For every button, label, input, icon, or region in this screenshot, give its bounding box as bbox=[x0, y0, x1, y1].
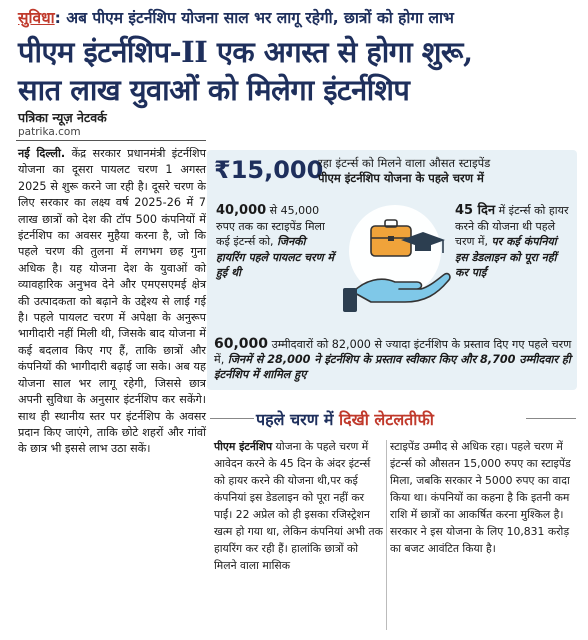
headline-line2: सात लाख युवाओं को मिलेगा इंटर्नशिप bbox=[18, 73, 410, 107]
byline-divider bbox=[16, 140, 206, 141]
section-heading-part1: पहले चरण में bbox=[256, 410, 339, 429]
stat-bottom-emphasis: जिनमें से 28,000 ने इंटर्नशिप के प्रस्ताव स्वीकार किए और 8,700 उम्मीदवार ही इंटर्नशिप में शामिल हुए bbox=[214, 353, 571, 381]
stat-right-number: 45 दिन bbox=[455, 203, 496, 218]
stat-top-line1: रहा इंटर्न्स को मिलने वाला औसत स्टाइपेंड bbox=[318, 156, 491, 170]
section-column-1-text: योजना के पहले चरण में आवेदन करने के 45 दिन के अंदर इंटर्न्स को हायर करने की योजना थी,पर कई कंपनियां इस डेडलाइन को पूरा नहीं कर पाईं। 22 अप्रेल को ही इसका रजिस्ट्रेशन खत्म हो गया था, लेकिन कंपनियां अभी तक हायरिंग कर रही हैं। हालांकि छात्रों को मिलने वाला मासिक bbox=[214, 440, 383, 572]
byline: पत्रिका न्यूज़ नेटवर्क bbox=[18, 110, 107, 125]
stat-bottom-text: उम्मीदवारों को 82,000 से ज्यादा इंटर्नशिप के प्रस्ताव दिए गए पहले चरण में, bbox=[214, 338, 572, 366]
section-divider-right bbox=[526, 418, 576, 419]
kicker-label: सुविधा bbox=[18, 9, 55, 27]
headline-line1: पीएम इंटर्नशिप-II एक अगस्त से होगा शुरू, bbox=[18, 35, 473, 69]
site-link[interactable]: patrika.com bbox=[18, 126, 81, 138]
left-column-paragraph: केंद्र सरकार प्रधानमंत्री इंटर्नशिप योजना का दूसरा पायलट चरण 1 अगस्त 2025 से शुरू करने जा रही है। दूसरे चरण के लिए सरकार का लक्ष्य वर्ष 2025-26 में 7 लाख छात्रों को देश की टॉप 500 कंपनियों में इंटर्नशिप का अवसर मुहैया करना है, जो कि पहले चरण की तुलना में लगभग छह गुना अधिक है। यह योजना देश के युवाओं को व्यावहारिक अनुभव देने और एमएसएमई क्षेत्र की उत्पादकता को बढ़ाने के उद्देश्य से लाई गई है। पहले पायलट चरण में अपेक्षा के अनुरूप भागीदारी नहीं मिली थी, जिसके बाद योजना में कई बदलाव किए गए हैं, ताकि छात्रों और कंपनियों की भागीदारी बढ़ाई जा सके। अब यह योजना साल भर लागू रहेगी, जिससे छात्र अपनी सुविधा के अनुसार इंटर्नशिप कर सकेंगे। साथ ही स्थानीय स्तर पर इंटर्नशिप के अवसर प्रदान किए जाएंगे, ताकि छोटे शहरों और गांवों के छात्र भी इससे लाभ उठा सकें। bbox=[18, 147, 206, 456]
stat-bottom bbox=[214, 337, 574, 382]
stat-top-line2: पीएम इंटर्नशिप योजना के पहले चरण में bbox=[318, 171, 484, 185]
stipend-amount: ₹15,000 bbox=[214, 156, 324, 184]
kicker bbox=[18, 6, 578, 28]
stat-left-emphasis: जिनकी हायरिंग पहले पायलट चरण में हुई थी bbox=[216, 235, 334, 279]
section-column-2-text: स्टाइपेंड उम्मीद से अधिक रहा। पहले चरण में इंटर्न्स को औसतन 15,000 रुपए का स्टाइपेंड मिला, जबकि सरकार ने 5000 रुपए का वादा किया था। कंपनियों का कहना है कि इतनी कम राशि में छात्रों का आकर्षित करना मुश्किल है। सरकार ने इस योजना के लिए 10,831 करोड़ का बजट आवंटित किया है। bbox=[390, 440, 571, 555]
column-separator bbox=[386, 440, 387, 630]
stat-bottom-number: 60,000 bbox=[214, 336, 269, 352]
section-heading-part2: दिखी लेटलतीफी bbox=[338, 410, 434, 429]
section-divider-left bbox=[210, 418, 254, 419]
section-heading bbox=[256, 408, 434, 430]
section-column-1-lead: पीएम इंटर्नशिप bbox=[214, 440, 273, 453]
section-column-2 bbox=[390, 438, 576, 557]
left-column-article bbox=[18, 146, 206, 458]
stat-right-text: में इंटर्न्स को हायर करने की योजना थी पहले चरण में, bbox=[455, 204, 569, 248]
hand-holding-briefcase-graduation-cap-icon bbox=[335, 196, 455, 326]
section-column-1 bbox=[214, 438, 384, 574]
stat-right-emphasis: पर कई कंपनियां इस डेडलाइन को पूरा नहीं कर पाईं bbox=[455, 235, 557, 279]
stat-left-number: 40,000 bbox=[216, 203, 267, 218]
stat-left bbox=[216, 203, 336, 281]
dateline: नई दिल्ली. bbox=[18, 147, 66, 160]
stat-left-text: से 45,000 रुपए तक का स्टाइपेंड मिला कई इंटर्न्स को, bbox=[216, 204, 325, 248]
kicker-text: : अब पीएम इंटर्नशिप योजना साल भर लागू रहेगी, छात्रों को होगा लाभ bbox=[54, 9, 454, 27]
stat-right bbox=[455, 203, 573, 281]
